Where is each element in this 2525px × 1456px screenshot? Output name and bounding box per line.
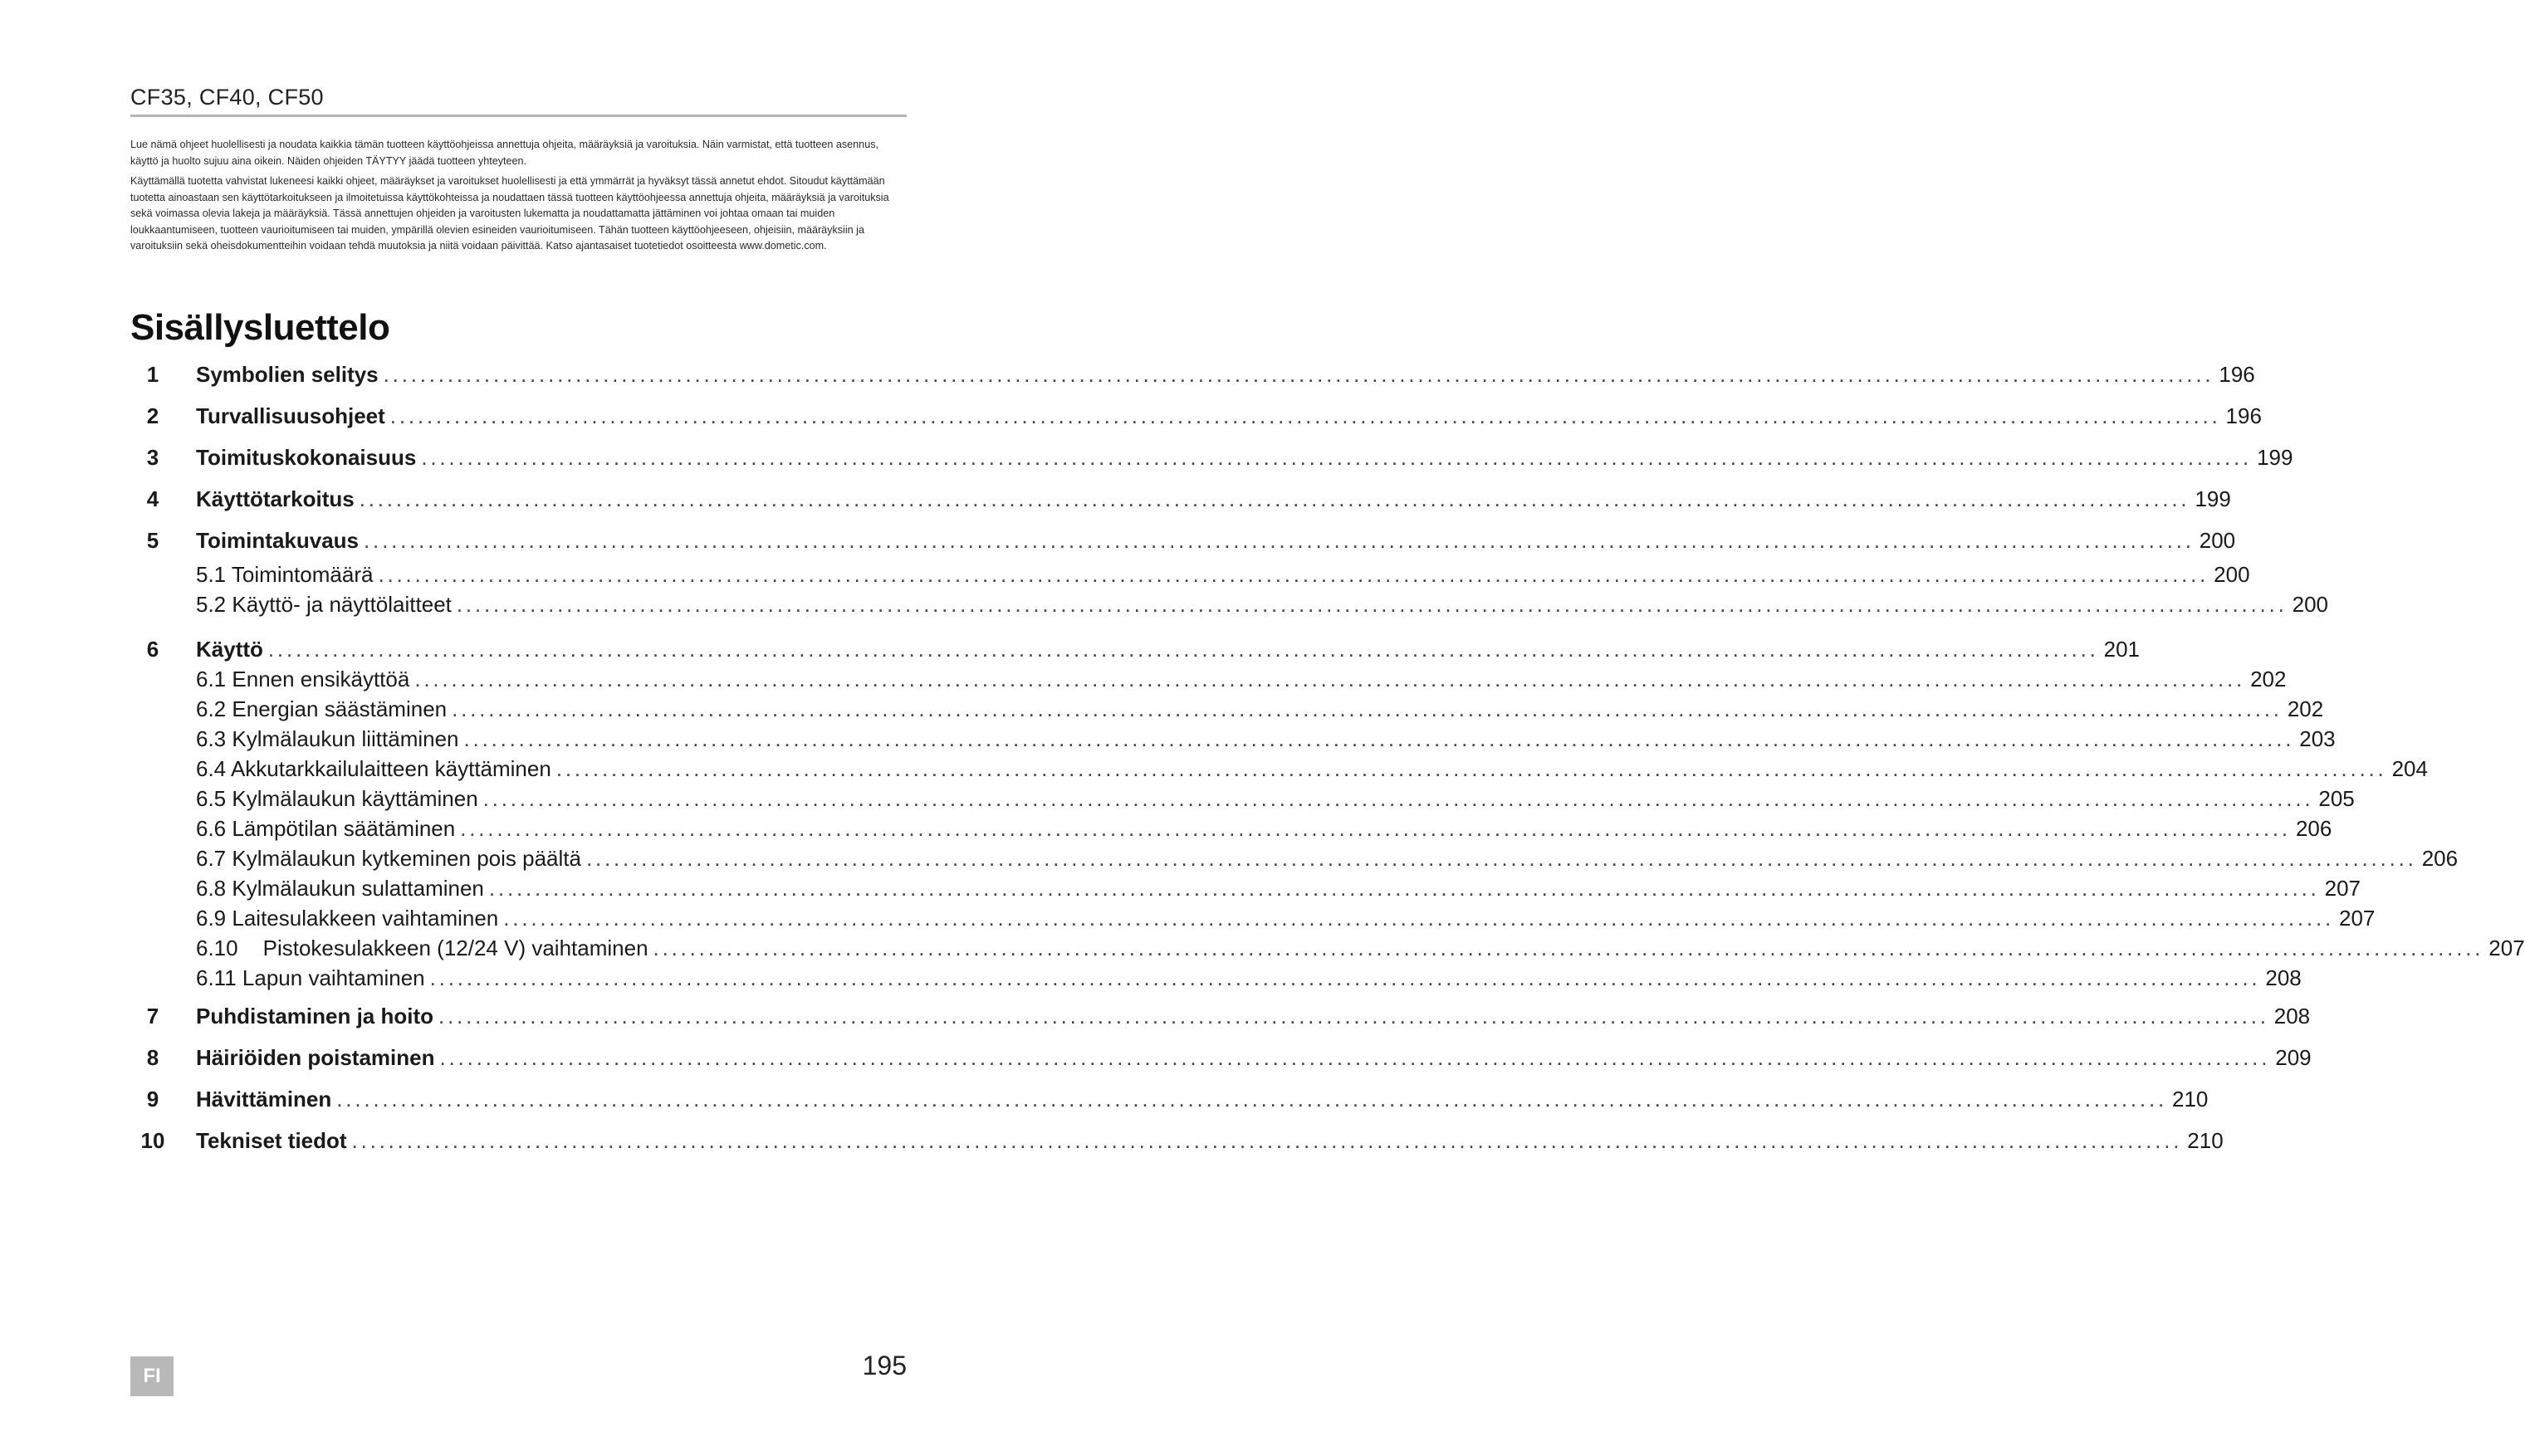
toc-entry-chapter-2 — [131, 403, 2262, 429]
toc-section-label: Kylmälaukun käyttäminen — [232, 786, 478, 811]
toc-entry-chapter-10 — [131, 1128, 2224, 1154]
toc-leader-dots: ........................................................................................................................................................................................................ — [585, 846, 2417, 871]
toc-leader-dots: ........................................................................................................................................................................................................ — [389, 403, 2221, 428]
toc-section-number: 6.3 — [196, 726, 227, 751]
toc-chapter-number: 5 — [146, 528, 159, 553]
toc-section-label: Käyttö- ja näyttölaitteet — [232, 592, 452, 617]
toc-leader-dots: ........................................................................................................................................................................................................ — [359, 486, 2190, 511]
toc-chapter-number: 8 — [146, 1045, 159, 1070]
intro-paragraph-1: Lue nämä ohjeet huolellisesti ja noudata kaikkia tämän tuotteen käyttöohjeissa annettuja ohjeita, määräyksiä ja varoituksia. Näin varmistat, että tuotteen asennus, käyttö ja huolto sujuu aina oikein. Näiden ohjeiden TÄYTYY jäädä tuotteen yhteyteen. — [130, 139, 878, 167]
toc-chapter-number: 2 — [146, 403, 159, 428]
intro-paragraph-2: Käyttämällä tuotetta vahvistat lukeneesi kaikki ohjeet, määräykset ja varoitukset huolellisesti ja että ymmärrät ja hyväksyt tässä annetut ehdot. Sitoudut käyttämään tuotetta ainoastaan sen käyttötarkoitukseen ja ilmoitetuissa käyttökohteissa ja noudattaen tässä tuotteen käyttöohjeessa annettuja ohjeita, määräyksiä ja varoituksia sekä voimassa olevia lakeja ja määräyksiä. Tässä annettujen ohjeiden ja varoitusten lukematta ja noudattamatta jättäminen voi johtaa omaan tai muiden loukkaantumiseen, tuotteen vaurioitumiseen tai muiden, ympärillä olevien esineiden vaurioitumiseen. Tähän tuotteen käyttöohjeeseen, ohjeisiin, määräyksiin ja varoituksiin sekä oheisdokumentteihin voidaan tehdä muutoksia ja niitä voidaan päivittää. Katso ajantasaiset tuotetiedot osoitteesta www.dometic.com. — [130, 175, 889, 252]
toc-section-title — [196, 562, 373, 588]
toc-section-number: 6.2 — [196, 696, 227, 721]
toc-chapter-page: 199 — [2195, 486, 2231, 511]
toc-section-label: Ennen ensikäyttöä — [232, 667, 410, 691]
toc-section-title — [196, 936, 648, 961]
toc-section-number: 5.1 — [196, 562, 227, 587]
toc-section-page: 208 — [2265, 965, 2302, 990]
toc-section-title — [196, 696, 447, 722]
toc-section-label: Kylmälaukun kytkeminen pois päältä — [232, 846, 581, 871]
toc-leader-dots: ........................................................................................................................................................................................................ — [429, 965, 2261, 990]
toc-section-label: Akkutarkkailulaitteen käyttäminen — [230, 756, 551, 781]
toc-chapter-number: 7 — [146, 1004, 159, 1028]
toc-leader-dots: ........................................................................................................................................................................................................ — [421, 445, 2253, 470]
toc-section-label: Lämpötilan säätäminen — [232, 816, 456, 841]
toc-chapter-page: 209 — [2275, 1045, 2312, 1070]
toc-section-number: 6.5 — [196, 786, 227, 811]
toc-entry-section-5.2 — [196, 592, 2328, 618]
toc-chapter-title: Hävittäminen — [196, 1087, 332, 1112]
toc-section-page: 205 — [2318, 786, 2355, 811]
toc-entry-chapter-7 — [131, 1004, 2311, 1029]
toc-leader-dots: ........................................................................................................................................................................................................ — [439, 1045, 2271, 1070]
toc-chapter-page: 196 — [2219, 362, 2255, 387]
toc-section-page: 203 — [2299, 726, 2336, 751]
toc-leader-dots: ........................................................................................................................................................................................................ — [456, 592, 2288, 617]
toc-section-page: 207 — [2324, 876, 2361, 901]
toc-leader-dots: ........................................................................................................................................................................................................ — [503, 906, 2334, 931]
toc-leader-dots: ........................................................................................................................................................................................................ — [488, 876, 2320, 901]
toc-section-page: 202 — [2250, 667, 2287, 691]
toc-section-title — [196, 592, 452, 618]
toc-leader-dots: ........................................................................................................................................................................................................ — [463, 726, 2295, 751]
toc-section-title — [196, 756, 551, 782]
toc-leader-dots: ........................................................................................................................................................................................................ — [452, 696, 2283, 721]
toc-section-number: 6.4 — [196, 756, 227, 781]
toc-section-title — [196, 816, 455, 842]
toc-chapter-number: 3 — [146, 445, 159, 470]
language-badge: FI — [130, 1356, 174, 1396]
toc-chapter-number: 9 — [146, 1087, 159, 1112]
toc-chapter-title: Tekniset tiedot — [196, 1128, 347, 1153]
toc-chapter-page: 196 — [2225, 403, 2262, 428]
toc-leader-dots: ........................................................................................................................................................................................................ — [482, 786, 2314, 811]
toc-section-label: Energian säästäminen — [232, 696, 448, 721]
toc-section-label: Pistokesulakkeen (12/24 V) vaihtaminen — [262, 936, 648, 960]
toc-chapter-page: 210 — [2172, 1087, 2209, 1112]
toc-section-number: 6.1 — [196, 667, 227, 691]
toc-section-title — [196, 726, 459, 752]
toc-entry-section-6.2 — [196, 696, 2324, 722]
toc-section-label: Lapun vaihtaminen — [242, 965, 425, 990]
toc-entry-section-6.1 — [196, 667, 2287, 692]
toc-section-page: 207 — [2339, 906, 2376, 931]
toc-title: Sisällysluettelo — [130, 307, 390, 348]
toc-section-title — [196, 876, 484, 901]
toc-section-page: 206 — [2295, 816, 2332, 841]
toc-chapter-title: Toimituskokonaisuus — [196, 445, 417, 470]
page-number: 195 — [862, 1351, 907, 1380]
toc-section-number: 6.11 — [196, 965, 237, 990]
toc-entry-chapter-9 — [131, 1087, 2209, 1112]
toc-chapter-title: Toimintakuvaus — [196, 528, 360, 553]
toc-chapter-title: Symbolien selitys — [196, 362, 379, 387]
toc-entry-section-5.1 — [196, 562, 2250, 588]
toc-chapter-number: 1 — [146, 362, 159, 387]
toc-entry-chapter-8 — [131, 1045, 2312, 1071]
toc-section-label: Kylmälaukun sulattaminen — [232, 876, 484, 901]
document-header-models: CF35, CF40, CF50 — [130, 85, 324, 110]
toc-chapter-title: Käyttö — [196, 637, 263, 662]
toc-entry-chapter-4 — [131, 486, 2231, 512]
toc-entry-section-6.11 — [196, 965, 2302, 991]
toc-section-number: 6.9 — [196, 906, 227, 931]
toc-section-label: Laitesulakkeen vaihtaminen — [232, 906, 499, 931]
toc-section-page: 206 — [2421, 846, 2459, 871]
toc-leader-dots: ........................................................................................................................................................................................................ — [378, 562, 2209, 587]
toc-chapter-page: 200 — [2199, 528, 2236, 553]
toc-chapter-page: 208 — [2273, 1004, 2311, 1028]
toc-entry-section-6.8 — [196, 876, 2361, 901]
toc-entry-section-6.4 — [196, 756, 2428, 782]
toc-section-page: 207 — [2488, 936, 2525, 960]
toc-entry-chapter-1 — [131, 362, 2255, 388]
toc-section-page: 204 — [2391, 756, 2428, 781]
toc-entry-section-6.5 — [196, 786, 2355, 812]
toc-chapter-title: Puhdistaminen ja hoito — [196, 1004, 434, 1028]
toc-chapter-page: 210 — [2187, 1128, 2224, 1153]
toc-section-title — [196, 965, 425, 991]
toc-section-page: 202 — [2287, 696, 2324, 721]
toc-leader-dots: ........................................................................................................................................................................................................ — [653, 936, 2484, 960]
toc-chapter-number: 6 — [146, 637, 159, 662]
toc-leader-dots: ........................................................................................................................................................................................................ — [336, 1087, 2167, 1112]
toc-entry-section-6.9 — [196, 906, 2376, 931]
toc-chapter-page: 201 — [2103, 637, 2141, 662]
toc-leader-dots: ........................................................................................................................................................................................................ — [438, 1004, 2269, 1028]
toc-chapter-number: 10 — [140, 1128, 165, 1153]
toc-leader-dots: ........................................................................................................................................................................................................ — [555, 756, 2387, 781]
toc-section-page: 200 — [2292, 592, 2328, 617]
toc-section-title — [196, 906, 498, 931]
toc-section-title — [196, 786, 478, 812]
toc-leader-dots: ........................................................................................................................................................................................................ — [460, 816, 2291, 841]
toc-entry-section-6.7 — [196, 846, 2459, 872]
toc-entry-chapter-6 — [131, 637, 2141, 662]
toc-chapter-title: Häiriöiden poistaminen — [196, 1045, 435, 1070]
toc-section-page: 200 — [2214, 562, 2250, 587]
toc-entry-section-6.3 — [196, 726, 2336, 752]
toc-section-title — [196, 846, 581, 872]
toc-section-label: Kylmälaukun liittäminen — [232, 726, 459, 751]
toc-entry-section-6.6 — [196, 816, 2332, 842]
toc-chapter-number: 4 — [146, 486, 159, 511]
toc-chapter-title: Turvallisuusohjeet — [196, 403, 385, 428]
toc-section-title — [196, 667, 409, 692]
toc-section-number: 6.8 — [196, 876, 227, 901]
toc-section-number: 5.2 — [196, 592, 227, 617]
toc-section-number: 6.6 — [196, 816, 227, 841]
toc-leader-dots: ........................................................................................................................................................................................................ — [383, 362, 2214, 387]
toc-entry-section-6.10 — [196, 936, 2525, 961]
toc-leader-dots: ........................................................................................................................................................................................................ — [364, 528, 2195, 553]
toc-section-number: 6.7 — [196, 846, 227, 871]
toc-leader-dots: ........................................................................................................................................................................................................ — [351, 1128, 2183, 1153]
toc-chapter-title: Käyttötarkoitus — [196, 486, 355, 511]
toc-leader-dots: ........................................................................................................................................................................................................ — [414, 667, 2246, 691]
toc-entry-chapter-5 — [131, 528, 2236, 554]
toc-section-number: 6.10 — [196, 936, 238, 960]
toc-section-label: Toimintomäärä — [231, 562, 374, 587]
toc-leader-dots: ........................................................................................................................................................................................................ — [267, 637, 2099, 662]
toc-chapter-page: 199 — [2257, 445, 2293, 470]
toc-entry-chapter-3 — [131, 445, 2293, 471]
